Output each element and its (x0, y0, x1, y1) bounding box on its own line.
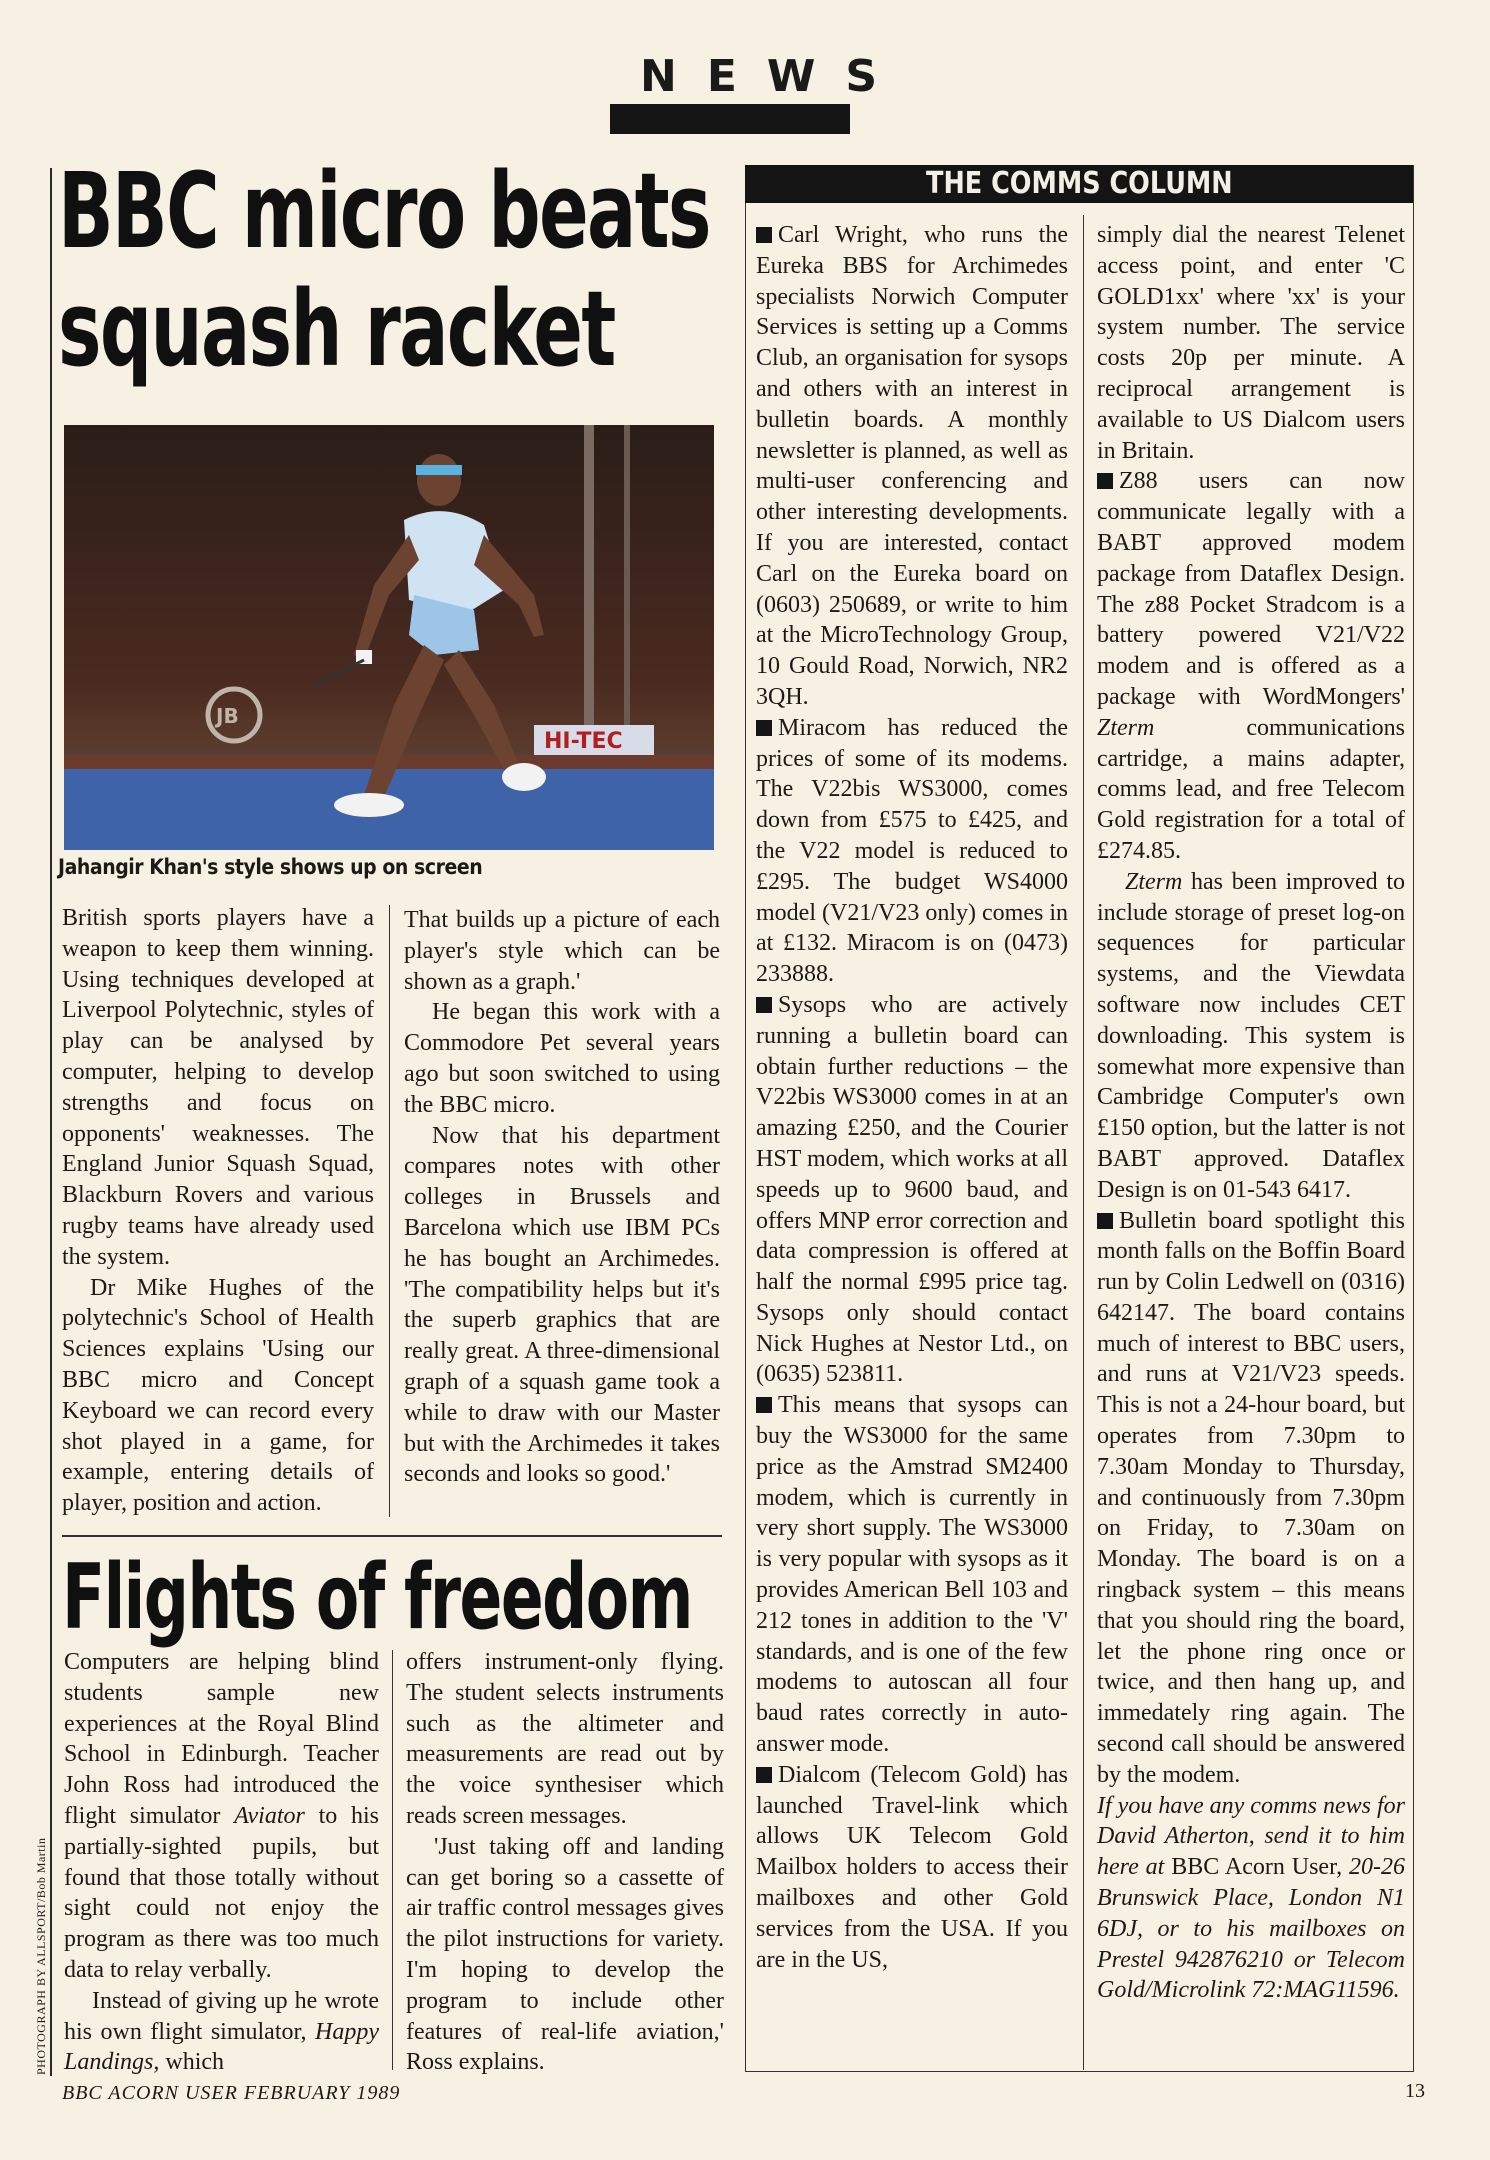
flights-article-column-2 (406, 1647, 724, 2078)
headline-flights-of-freedom: Flights of freedom (62, 1545, 692, 1650)
column-divider (389, 905, 390, 1517)
bullet-square-icon (1097, 1213, 1113, 1229)
bullet-square-icon (1097, 473, 1113, 489)
svg-text:JB: JB (216, 704, 239, 728)
bullet-square-icon (756, 1767, 772, 1783)
news-item: Bulletin board spotlight this month falls on the Boffin Board run by Colin Ledwell on (0316) 642147. The board contains much of interest to BBC users, and runs at V21/V23 speeds. This is not a 24-hour board, but operates from 7.30pm to 7.30am Monday to Thursday, and continuously from 7.30pm on Friday, to 7.30am on Monday. The board is on a ringback system – this means that you should ring the board, let the phone ring once or twice, and then hang up, and immedately ring again. The second call should be answered by the modem. (1097, 1207, 1405, 1788)
svg-text:HI-TEC: HI-TEC (544, 729, 623, 754)
paragraph: offers instrument-only flying. The student selects instruments such as the altimeter and measurements are read out by the voice synthesiser which reads screen messages. (406, 1649, 724, 1829)
paragraph: 'Just taking off and landing can get boring so a cassette of air traffic control messages gives the pilot instructions for variety. I'm hoping to develop the program to include other features of real-life aviation,' Ross explains. (406, 1833, 724, 2076)
contact-note: If you have any comms news for David Atherton, send it to him here at BBC Acorn User, 20-26 Brunswick Place, London N1 6DJ, or to his mailboxes on Prestel 942876210 or Telecom Gold/Microlink 72:MAG11596. (1097, 1792, 1406, 2004)
news-item: Z88 users can now communicate legally with a BABT approved modem package from Dataflex Design. The z88 Pocket Stradcom is a battery powered V21/V22 modem and is offered as a package with WordMongers' Zterm communications cartridge, a mains adapter, comms lead, and free Telecom Gold registration for a total of £274.85. (1097, 468, 1405, 864)
comms-column-2 (1097, 220, 1405, 2006)
flights-article-column-1 (64, 1647, 379, 2078)
photo-caption: Jahangir Khan's style shows up on screen (58, 855, 483, 879)
bullet-square-icon (756, 720, 772, 736)
section-title: NEWS (640, 51, 908, 102)
column-divider (1083, 215, 1084, 2070)
column-divider (392, 1650, 393, 2070)
squash-player-photo (64, 425, 714, 850)
paragraph: Now that his department compares notes with other colleges in Brussels and Barcelona which use IBM PCs he has bought an Archimedes. 'The compatibility helps but it's the superb graphics that are really great. A three-dimensional graph of a squash game took a while to draw with our Master but with the Archimedes it takes seconds and looks so good.' (404, 1122, 720, 1488)
paragraph: That builds up a picture of each player's style which can be shown as a graph.' (404, 907, 720, 995)
photo-credit: PHOTOGRAPH BY ALLSPORT/Bob Martin (34, 1837, 48, 2075)
comms-column-header: THE COMMS COLUMN (745, 165, 1413, 203)
footer-publication: BBC ACORN USER FEBRUARY 1989 (62, 2082, 401, 2104)
page-number: 13 (1405, 2080, 1425, 2102)
bullet-square-icon (756, 227, 772, 243)
paragraph: Instead of giving up he wrote his own flight simulator, Happy Landings, which (64, 1987, 379, 2076)
section-header (610, 51, 908, 134)
paragraph: Computers are helping blind students sample new experiences at the Royal Blind School in Edinburgh. Teacher John Ross had introduced the flight simulator Aviator to his partially-sighted pupils, but found that those totally without sight could not enjoy the program as there was too much data to relay verbally. (64, 1649, 379, 1983)
comms-column-1 (756, 220, 1068, 1975)
bbc-article-column-1 (62, 903, 374, 1519)
news-item: Dialcom (Telecom Gold) has launched Travel-link which allows UK Telecom Gold Mailbox holders to access their mailboxes and other Gold services from the USA. If you are in the US, (756, 1761, 1068, 1973)
article-separator-rule (62, 1535, 722, 1537)
bbc-article-column-2 (404, 905, 720, 1490)
bullet-square-icon (756, 1397, 772, 1413)
news-item: Sysops who are actively running a bulletin board can obtain further reductions – the V22bis WS3000 comes in at an amazing £250, and the Courier HST modem, which works at all speeds up to 9600 baud, and offers MNP error correction and data compression is offered at half the normal £995 price tag. Sysops only should contact Nick Hughes at Nestor Ltd., on (0635) 523811. (756, 991, 1068, 1388)
headline-bbc-micro: BBC micro beats squash racket (58, 150, 710, 390)
news-item: Miracom has reduced the prices of some of its modems. The V22bis WS3000, comes down from £575 to £425, and the V22 model is reduced to £295. The budget WS4000 model (V21/V23 only) comes in at £132. Miracom is on (0473) 233888. (756, 714, 1068, 988)
section-header-bar (610, 104, 850, 134)
paragraph: British sports players have a weapon to keep them winning. Using techniques developed at Liverpool Polytechnic, styles of play can be analysed by computer, helping to develop strengths and focus on opponents' weaknesses. The England Junior Squash Squad, Blackburn Rovers and various rugby teams have already used the system. (62, 905, 374, 1270)
bullet-square-icon (756, 997, 772, 1013)
news-item: Carl Wright, who runs the Eureka BBS for Archimedes specialists Norwich Computer Services is setting up a Comms Club, an organisation for sysops and others with an interest in bulletin boards. A monthly newsletter is planned, as well as multi-user conferencing and other interesting developments. If you are interested, contact Carl on the Eureka board on (0603) 250689, or write to him at the MicroTechnology Group, 10 Gould Road, Norwich, NR2 3QH. (756, 222, 1068, 710)
paragraph: simply dial the nearest Telenet access point, and enter 'C GOLD1xx' where 'xx' is your system number. The service costs 20p per minute. A reciprocal arrangement is available to US Dialcom users in Britain. (1097, 222, 1405, 464)
paragraph: Zterm has been improved to include storage of preset log-on sequences for particular systems, and the Viewdata software now includes CET downloading. This system is somewhat more expensive than Cambridge Computer's own £150 option, but the latter is not BABT approved. Dataflex Design is on 01-543 6417. (1097, 868, 1405, 1203)
left-frame-rule (50, 168, 52, 2076)
paragraph: Dr Mike Hughes of the polytechnic's School of Health Sciences explains 'Using our BBC micro and Concept Keyboard we can record every shot played in a game, for example, entering details of player, position and action. (62, 1274, 374, 1517)
news-item: This means that sysops can buy the WS3000 for the same price as the Amstrad SM2400 modem, which is currently in very short supply. The WS3000 is very popular with sysops as it provides American Bell 103 and 212 tones in addition to the 'V' standards, and is one of the few modems to autoscan all four baud rates correctly in auto-answer mode. (756, 1392, 1068, 1758)
paragraph: He began this work with a Commodore Pet several years ago but soon switched to using the BBC micro. (404, 999, 720, 1118)
